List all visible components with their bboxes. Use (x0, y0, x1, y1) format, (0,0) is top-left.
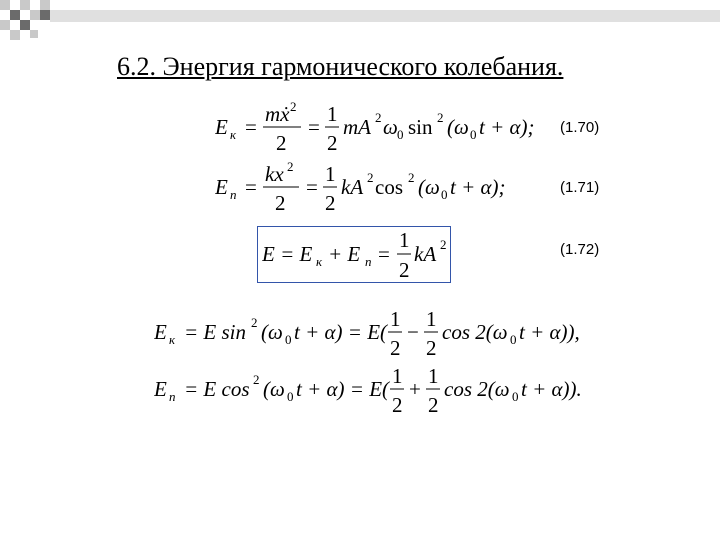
slide-title: 6.2. Энергия гармонического колебания. (117, 52, 564, 81)
eq172-lsub2: п (365, 254, 372, 269)
ek-f1-num: 1 (390, 307, 401, 331)
eq170-func-sup: 2 (437, 110, 444, 125)
ek-sup: 2 (251, 315, 258, 330)
eq172-lhs: E = E (262, 242, 313, 266)
eq170-f1-den: 2 (276, 131, 287, 155)
ep-f1-num: 1 (392, 364, 403, 388)
corner-decoration (0, 0, 720, 60)
ek-mid: = E sin (184, 320, 247, 344)
ep-lhs: E (154, 377, 167, 401)
eq171-f1-num: kx (265, 162, 284, 186)
ep-f2-den: 2 (428, 393, 439, 417)
eq170-lsub: к (230, 127, 237, 142)
eq170-omega: ω (383, 115, 398, 139)
eq170-rhs: mA (343, 115, 371, 139)
ep-f2-num: 1 (428, 364, 439, 388)
ek-arg-rest: t + α) = E( (294, 320, 388, 344)
eq170-arg-rest: t + α); (479, 115, 535, 139)
ek-arg-sub: 0 (285, 332, 292, 347)
ek-f2-den: 2 (426, 336, 437, 360)
equation-ep-expansion (154, 362, 594, 417)
eq171-func: cos (375, 175, 403, 199)
ek-f2-num: 1 (426, 307, 437, 331)
eq170-f1-num: mẋ (265, 102, 290, 126)
eq171-lhs: E (215, 175, 228, 199)
eq171-f1-sup: 2 (287, 160, 294, 174)
eq170-arg: (ω (447, 115, 469, 139)
eq171-func-sup: 2 (408, 170, 415, 185)
ep-tail-sub: 0 (512, 389, 519, 404)
eq171-lsub: п (230, 187, 237, 202)
ep-arg-rest: t + α) = E( (296, 377, 390, 401)
ek-f1-den: 2 (390, 336, 401, 360)
eq170-f2-num: 1 (327, 102, 338, 126)
ek-minus: − (407, 320, 419, 344)
eq170-lhs: E (215, 115, 228, 139)
ep-lsub: п (169, 389, 176, 404)
ep-tail: cos 2(ω (444, 377, 510, 401)
eq170-omega-sub: 0 (397, 127, 404, 142)
eq171-rhs-sup: 2 (367, 170, 374, 185)
equation-1-70 (215, 100, 545, 155)
eq170-rhs-sup: 2 (375, 110, 382, 125)
ep-arg: (ω (263, 377, 285, 401)
ek-tail-sub: 0 (510, 332, 517, 347)
svg-text:=: = (308, 115, 320, 139)
eq172-frac-den: 2 (399, 258, 410, 282)
equation-number-1-71: (1.71) (560, 179, 600, 196)
equation-1-71 (215, 160, 545, 215)
svg-text:=: = (306, 175, 318, 199)
ek-tail-rest: t + α)), (519, 320, 580, 344)
eq172-plus: + E (328, 242, 361, 266)
eq171-arg: (ω (418, 175, 440, 199)
ek-lhs: E (154, 320, 167, 344)
eq172-eq: = (378, 242, 390, 266)
eq172-frac-num: 1 (399, 228, 410, 252)
eq170-f2-den: 2 (327, 131, 338, 155)
eq171-rhs: kA (341, 175, 364, 199)
equation-ek-expansion (154, 305, 594, 360)
eq172-lsub1: к (316, 254, 323, 269)
eq172-rhs: kA (414, 242, 437, 266)
ep-sup: 2 (253, 372, 260, 387)
eq171-f2-num: 1 (325, 162, 336, 186)
eq172-rhs-sup: 2 (440, 237, 447, 252)
ek-lsub: к (169, 332, 176, 347)
ep-plus: + (409, 377, 421, 401)
ep-f1-den: 2 (392, 393, 403, 417)
ep-tail-rest: t + α)). (521, 377, 582, 401)
svg-text:=: = (245, 115, 257, 139)
eq170-arg-sub: 0 (470, 127, 477, 142)
ep-mid: = E cos (184, 377, 250, 401)
eq171-arg-sub: 0 (441, 187, 448, 202)
eq170-func: sin (408, 115, 433, 139)
eq171-f1-den: 2 (275, 191, 286, 215)
eq171-f2-den: 2 (325, 191, 336, 215)
svg-text:=: = (245, 175, 257, 199)
eq171-arg-rest: t + α); (450, 175, 506, 199)
equation-1-72 (262, 228, 452, 283)
ep-arg-sub: 0 (287, 389, 294, 404)
ek-tail: cos 2(ω (442, 320, 508, 344)
equation-number-1-70: (1.70) (560, 119, 600, 136)
equation-number-1-72: (1.72) (560, 241, 600, 258)
ek-arg: (ω (261, 320, 283, 344)
eq170-f1-sup: 2 (290, 100, 297, 114)
